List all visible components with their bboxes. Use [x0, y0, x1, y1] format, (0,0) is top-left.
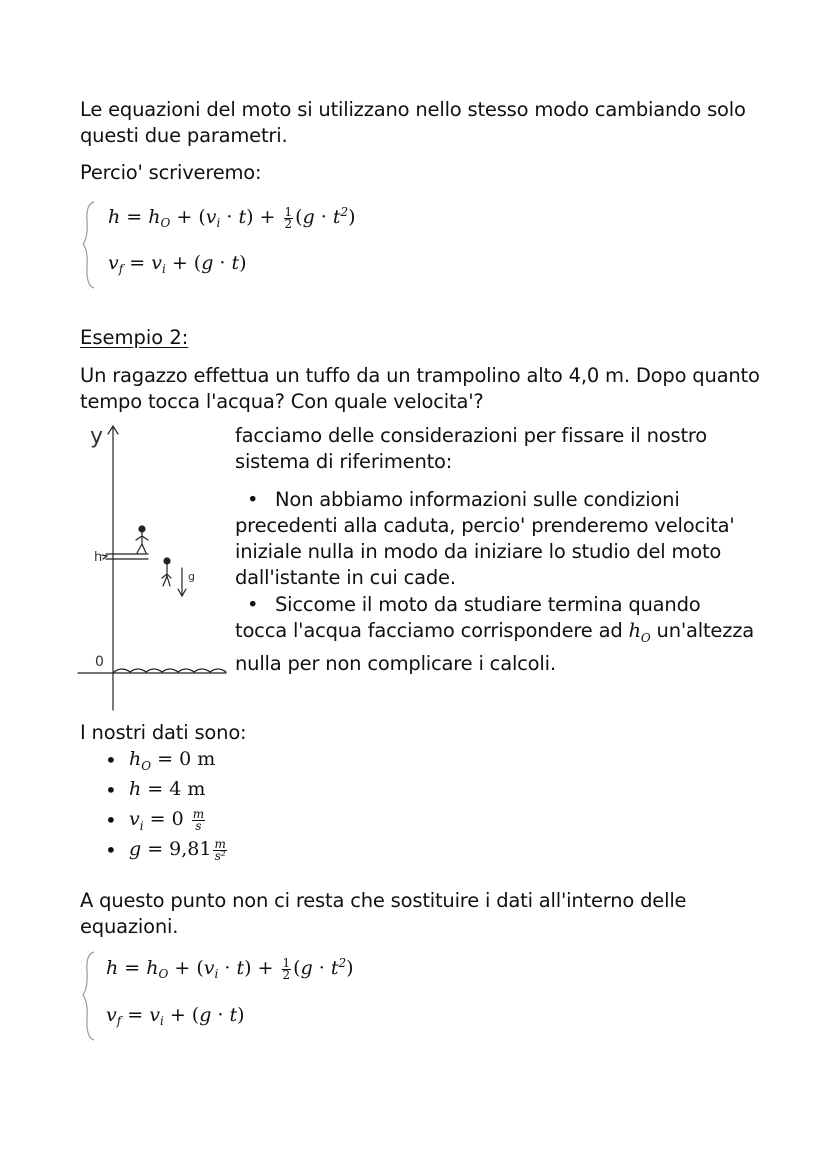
bullet-1: • Non abbiamo informazioni sulle condizioni precedenti alla caduta, percio' prenderemo velocita' iniziale nulla in modo da iniziare lo studio del moto dall'istante in cui cade. — [235, 488, 735, 589]
dati-list — [105, 748, 229, 868]
bullet-2: • Siccome il moto da studiare termina quando tocca l'acqua facciamo corrispondere ad $h_O$ un'altezza nulla per non complicare i calcoli. — [235, 593, 755, 675]
equation-height-2: $h = h_O + (v_i \cdot t)$ + $\frac{1}{2}$ $(g \cdot t^2)$ — [106, 955, 354, 982]
bullet-2-text-post: un'altezza nulla per non complicare i calcoli. — [235, 619, 755, 675]
height-label: h — [94, 550, 103, 565]
equation-velocity: $v_f = v_i + (g \cdot t)$ — [108, 252, 247, 276]
equation-velocity-2: $v_f = v_i + (g \cdot t)$ — [106, 1004, 245, 1028]
equation-height: $h = h_O + (v_i \cdot t)$ + $\frac{1}{2}$ $(g \cdot t^2)$ — [108, 204, 356, 231]
g-label: g — [188, 570, 195, 583]
dato-h: • h = 4 m — [105, 778, 229, 808]
bullet-2-text-pre: Siccome il moto da studiare termina quando tocca l'acqua facciamo corrispondere ad — [235, 593, 701, 642]
axis-y-label: y — [90, 424, 104, 449]
dato-vi: • $v_i = 0$ $\frac{m}{s}$ — [105, 808, 229, 838]
example-title: Esempio 2: — [80, 326, 189, 349]
intro-percio: Percio' scriveremo: — [80, 161, 262, 184]
brace-icon-2 — [80, 950, 100, 1042]
intro-paragraph: Le equazioni del moto si utilizzano nello stesso modo cambiando solo questi due parametri. — [80, 98, 746, 147]
consideration-text: facciamo delle considerazioni per fissare il nostro sistema di riferimento: — [235, 424, 708, 473]
bullet-1-text: Non abbiamo informazioni sulle condizioni precedenti alla caduta, percio' prenderemo velocita' iniziale nulla in modo da iniziare lo studio del moto dall'istante in cui cade. — [235, 488, 735, 589]
outro-paragraph: A questo punto non ci resta che sostituire i dati all'interno delle equazioni. — [80, 889, 687, 938]
example-question: Un ragazzo effettua un tuffo da un trampolino alto 4,0 m. Dopo quanto tempo tocca l'acqua? Con quale velocita'? — [80, 364, 760, 413]
dato-g: • g = 9,81 $\frac{m}{\text{s²}}$ — [105, 838, 229, 868]
brace-icon — [80, 200, 100, 290]
diving-sketch — [76, 418, 236, 718]
dato-h0: • $h_O = 0$ m — [105, 748, 229, 778]
h0-symbol: $h_O$ — [628, 619, 651, 645]
zero-label: 0 — [95, 654, 104, 670]
dati-title: I nostri dati sono: — [80, 721, 247, 744]
